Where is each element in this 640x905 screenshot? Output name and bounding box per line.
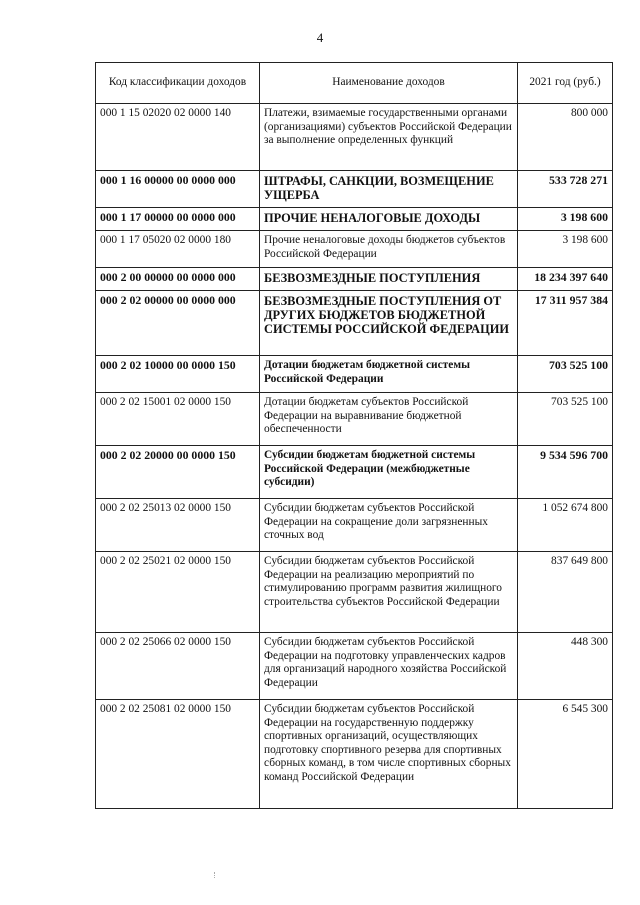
row-name: Субсидии бюджетам субъектов Российской Федерации на реализацию мероприятий по стимулированию программ развития жилищного строительства субъектов Российской Федерации <box>260 552 518 633</box>
table-row <box>96 171 613 208</box>
row-code: 000 2 02 10000 00 0000 150 <box>96 356 260 393</box>
row-amount: 703 525 100 <box>518 393 613 446</box>
row-amount: 9 534 596 700 <box>518 446 613 499</box>
row-name: БЕЗВОЗМЕЗДНЫЕ ПОСТУПЛЕНИЯ <box>260 268 518 291</box>
row-code: 000 1 16 00000 00 0000 000 <box>96 171 260 208</box>
page-number: 4 <box>316 30 324 45</box>
row-name: ШТРАФЫ, САНКЦИИ, ВОЗМЕЩЕНИЕ УЩЕРБА <box>260 171 518 208</box>
row-amount: 703 525 100 <box>518 356 613 393</box>
header-code: Код классификации доходов <box>96 63 260 104</box>
table-row <box>96 700 613 809</box>
revenue-table <box>95 62 613 809</box>
table-row <box>96 393 613 446</box>
row-code: 000 2 02 25081 02 0000 150 <box>96 700 260 809</box>
row-name: Прочие неналоговые доходы бюджетов субъектов Российской Федерации <box>260 231 518 268</box>
row-code: 000 2 02 15001 02 0000 150 <box>96 393 260 446</box>
table-row <box>96 552 613 633</box>
row-code: 000 2 02 25013 02 0000 150 <box>96 499 260 552</box>
row-amount: 800 000 <box>518 104 613 171</box>
table-row <box>96 104 613 171</box>
table-row <box>96 291 613 356</box>
row-name: Субсидии бюджетам субъектов Российской Федерации на подготовку управленческих кадров для организаций народного хозяйства Российской Федерации <box>260 633 518 700</box>
header-amount: 2021 год (руб.) <box>518 63 613 104</box>
table-row <box>96 633 613 700</box>
row-code: 000 2 02 25066 02 0000 150 <box>96 633 260 700</box>
row-name: Субсидии бюджетам субъектов Российской Федерации на государственную поддержку спортивных организаций, осуществляющих подготовку спортивного резерва для спортивных сборных команд, в том числе спортивных сборных команд Российской Федерации <box>260 700 518 809</box>
row-amount: 3 198 600 <box>518 231 613 268</box>
table-header-row <box>96 63 613 104</box>
table-row <box>96 268 613 291</box>
scan-artifact <box>214 872 217 878</box>
row-amount: 3 198 600 <box>518 208 613 231</box>
row-code: 000 2 02 20000 00 0000 150 <box>96 446 260 499</box>
row-name: Субсидии бюджетам бюджетной системы Российской Федерации (межбюджетные субсидии) <box>260 446 518 499</box>
row-amount: 17 311 957 384 <box>518 291 613 356</box>
row-amount: 1 052 674 800 <box>518 499 613 552</box>
row-name: Платежи, взимаемые государственными органами (организациями) субъектов Российской Федерации за выполнение определенных функций <box>260 104 518 171</box>
row-code: 000 1 15 02020 02 0000 140 <box>96 104 260 171</box>
row-name: Дотации бюджетам субъектов Российской Федерации на выравнивание бюджетной обеспеченности <box>260 393 518 446</box>
table-row <box>96 208 613 231</box>
row-code: 000 2 00 00000 00 0000 000 <box>96 268 260 291</box>
table-row <box>96 231 613 268</box>
row-code: 000 2 02 25021 02 0000 150 <box>96 552 260 633</box>
row-code: 000 1 17 05020 02 0000 180 <box>96 231 260 268</box>
header-name: Наименование доходов <box>260 63 518 104</box>
table-row <box>96 446 613 499</box>
row-name: Субсидии бюджетам субъектов Российской Федерации на сокращение доли загрязненных сточных вод <box>260 499 518 552</box>
row-amount: 448 300 <box>518 633 613 700</box>
table-row <box>96 356 613 393</box>
row-amount: 6 545 300 <box>518 700 613 809</box>
row-code: 000 2 02 00000 00 0000 000 <box>96 291 260 356</box>
row-amount: 18 234 397 640 <box>518 268 613 291</box>
row-amount: 533 728 271 <box>518 171 613 208</box>
row-name: Дотации бюджетам бюджетной системы Российской Федерации <box>260 356 518 393</box>
row-amount: 837 649 800 <box>518 552 613 633</box>
row-name: БЕЗВОЗМЕЗДНЫЕ ПОСТУПЛЕНИЯ ОТ ДРУГИХ БЮДЖЕТОВ БЮДЖЕТНОЙ СИСТЕМЫ РОССИЙСКОЙ ФЕДЕРАЦИИ <box>260 291 518 356</box>
row-code: 000 1 17 00000 00 0000 000 <box>96 208 260 231</box>
row-name: ПРОЧИЕ НЕНАЛОГОВЫЕ ДОХОДЫ <box>260 208 518 231</box>
table-row <box>96 499 613 552</box>
